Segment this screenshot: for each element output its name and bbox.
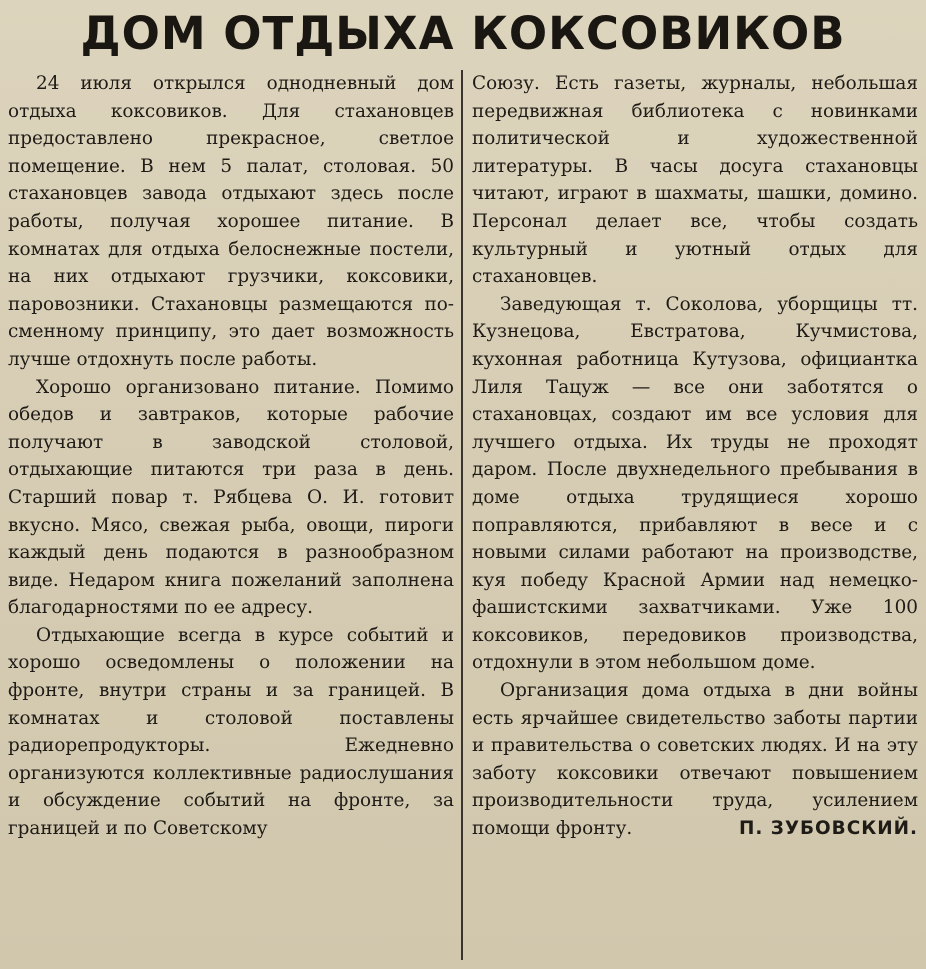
paragraph-continuation: Союзу. Есть газеты, журналы, небольшая передвижная библиотека с новинками политической и художественной литературы. В часы досуга стахановцы читают, играют в шахматы, шашки, домино. Персонал делает все, чтобы создать культурный и уютный отдых для стахановцев. — [472, 73, 918, 288]
right-column — [472, 70, 918, 843]
paragraph-conclusion — [472, 677, 918, 843]
author-signature: П. ЗУБОВСКИЙ. — [739, 818, 918, 840]
paragraph-conclusion-text: Организация дома отдыха в дни войны есть ярчайшее свидетельство заботы партии и правительства о советских людях. И на эту заботу коксовики отвечают повышением производительности труда, усилением помощи фронту. — [472, 680, 918, 840]
paragraph-food: Хорошо организовано питание. Помимо обедов и завтраков, которые рабочие получают в заводской столовой, отдыхающие питаются три раза в день. Старший повар т. Рябцева О. И. готовит вкусно. Мясо, свежая рыба, овощи, пироги каждый день подаются в разнообразном виде. Недаром книга пожеланий заполнена благодарностями по ее адресу. — [8, 376, 454, 619]
paragraph-opening: 24 июля открылся однодневный дом отдыха коксовиков. Для стахановцев предоставлено прекрасное, светлое помещение. В нем 5 палат, столовая. 50 стахановцев завода отдыхают здесь после работы, получая хорошее питание. В комнатах для отдыха белоснежные постели, на них отдыхают грузчики, коксовики, паровозники. Стахановцы размещаются по-сменному принципу, это дает возможность лучше отдохнуть после работы. — [8, 73, 454, 370]
paragraph-news: Отдыхающие всегда в курсе событий и хорошо осведомлены о положении на фронте, внутри страны и за границей. В комнатах и столовой поставлены радиорепродукторы. Ежедневно организуются коллективные радиослушания и обсуждение событий на фронте, за границей и по Советскому — [8, 624, 454, 840]
article-title: ДОМ ОТДЫХА КОКСОВИКОВ — [80, 7, 846, 60]
paragraph-staff: Заведующая т. Соколова, уборщицы тт. Кузнецова, Евстратова, Кучмистова, кухонная работница Кутузова, официантка Лиля Тацуж — все они заботятся о стахановцах, создают им все условия для лучшего отдыха. Их труды не проходят даром. После двухнедельного пребывания в доме отдыха трудящиеся хорошо поправляются, прибавляют в весе и с новыми силами работают на производстве, куя победу Красной Армии над немецко-фашистскими захватчиками. Уже 100 коксовиков, передовиков производства, отдохнули в этом небольшом доме. — [472, 293, 918, 674]
left-column — [8, 70, 454, 843]
column-divider — [461, 70, 463, 960]
